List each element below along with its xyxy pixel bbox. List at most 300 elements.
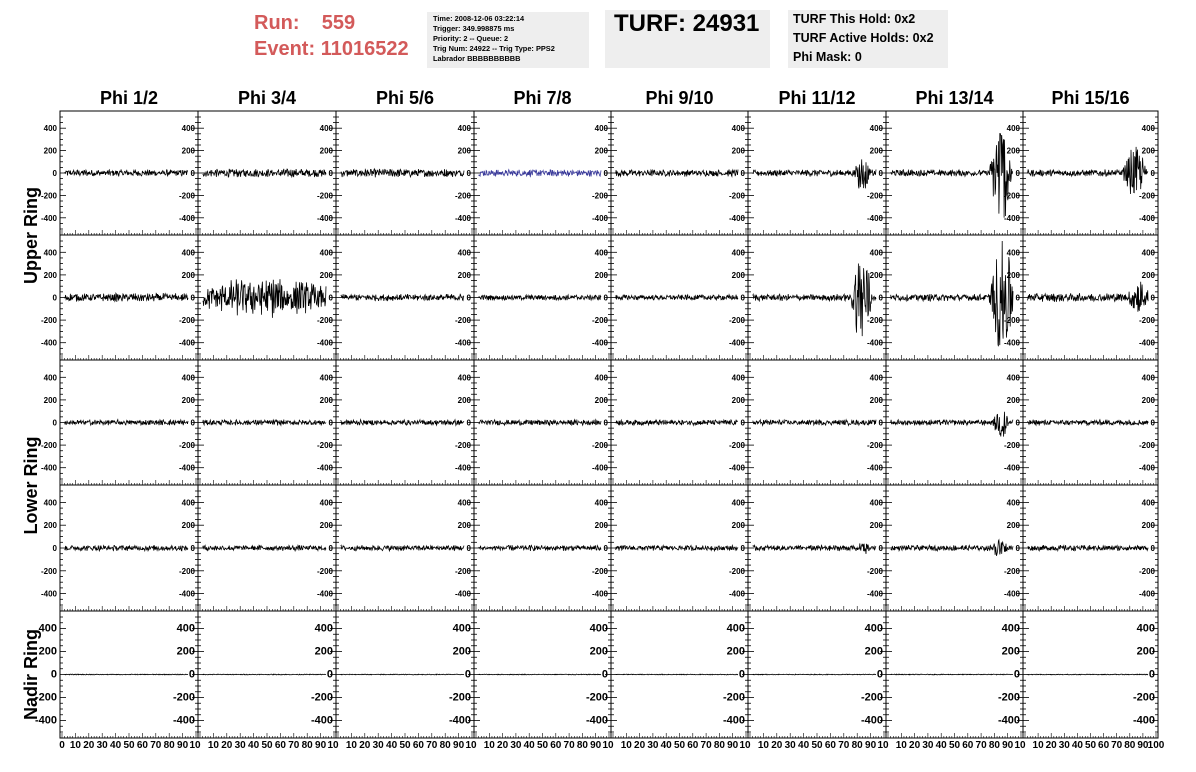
column-header: Phi 15/16 bbox=[1051, 88, 1130, 108]
x-tick-label: 40 bbox=[110, 740, 122, 751]
y-tick-label: 0 bbox=[52, 169, 57, 178]
y-tick-label: 0 bbox=[878, 418, 883, 428]
x-tick-label: 10 bbox=[69, 740, 81, 751]
x-tick-label: 60 bbox=[962, 740, 974, 751]
y-tick-label: 400 bbox=[43, 124, 57, 134]
turf-label: TURF: 24931 bbox=[614, 10, 760, 37]
x-tick-label: 20 bbox=[1045, 740, 1057, 751]
ring-label: Upper Ring bbox=[21, 187, 41, 284]
y-tick-label: 400 bbox=[176, 622, 195, 635]
y-tick-label: 400 bbox=[1006, 124, 1020, 134]
y-tick-label: 0 bbox=[328, 418, 333, 428]
x-tick-label: 60 bbox=[550, 740, 562, 751]
x-tick-label: 80 bbox=[988, 740, 1000, 751]
y-tick-label: -400 bbox=[1003, 338, 1020, 348]
turf-active-holds: TURF Active Holds: 0x2 bbox=[793, 31, 934, 45]
y-tick-label: 200 bbox=[457, 521, 471, 531]
y-tick-label: 400 bbox=[869, 373, 883, 383]
y-tick-label: 400 bbox=[864, 622, 883, 635]
x-tick-label: 40 bbox=[935, 740, 947, 751]
y-tick-label: 0 bbox=[328, 293, 333, 303]
y-tick-label: -400 bbox=[866, 213, 883, 223]
y-tick-label: -200 bbox=[454, 316, 471, 326]
y-tick-label: 400 bbox=[1141, 498, 1155, 508]
y-tick-label: 200 bbox=[731, 521, 745, 531]
y-tick-label: 0 bbox=[190, 418, 195, 428]
y-tick-label: 400 bbox=[1001, 622, 1020, 635]
y-tick-label: -200 bbox=[585, 691, 608, 704]
x-tick-label: 30 bbox=[647, 740, 659, 751]
y-tick-label: 200 bbox=[1141, 521, 1155, 531]
column-header: Phi 9/10 bbox=[645, 88, 714, 108]
y-tick-label: 400 bbox=[43, 498, 57, 508]
column-header: Phi 3/4 bbox=[237, 88, 297, 108]
y-tick-label: -400 bbox=[316, 213, 333, 223]
y-tick-label: -200 bbox=[1138, 316, 1155, 326]
x-tick-label: 70 bbox=[288, 740, 300, 751]
column-header: Phi 13/14 bbox=[915, 88, 994, 108]
y-tick-label: -400 bbox=[1138, 463, 1155, 473]
x-tick-label: 70 bbox=[700, 740, 712, 751]
y-tick-label: 200 bbox=[869, 146, 883, 156]
y-tick-label: 400 bbox=[1136, 622, 1155, 635]
y-tick-label: 200 bbox=[869, 521, 883, 531]
x-tick-label: 70 bbox=[1111, 740, 1123, 751]
y-tick-label: -200 bbox=[1138, 191, 1155, 201]
x-tick-label: 80 bbox=[1124, 740, 1136, 751]
x-tick-label: 10 bbox=[895, 740, 907, 751]
x-tick-label: 60 bbox=[136, 740, 148, 751]
x-tick-label: 10 bbox=[1014, 740, 1026, 751]
y-tick-label: -200 bbox=[448, 691, 471, 704]
x-tick-label: 10 bbox=[207, 740, 219, 751]
y-tick-label: 0 bbox=[52, 418, 57, 428]
y-tick-label: 0 bbox=[1148, 668, 1155, 681]
y-tick-label: -400 bbox=[316, 463, 333, 473]
y-tick-label: 0 bbox=[326, 668, 333, 681]
y-tick-label: -200 bbox=[178, 566, 195, 576]
x-tick-label: 80 bbox=[713, 740, 725, 751]
x-tick-label: 30 bbox=[234, 740, 246, 751]
y-tick-label: 200 bbox=[181, 521, 195, 531]
x-tick-label: 50 bbox=[673, 740, 686, 751]
y-tick-label: 200 bbox=[594, 270, 608, 280]
x-tick-label: 60 bbox=[687, 740, 699, 751]
y-tick-label: -200 bbox=[722, 691, 745, 704]
y-tick-label: 200 bbox=[726, 645, 745, 658]
y-tick-label: -400 bbox=[728, 213, 745, 223]
x-tick-label: 70 bbox=[838, 740, 850, 751]
y-tick-label: 400 bbox=[731, 124, 745, 134]
y-tick-label: 400 bbox=[319, 124, 333, 134]
y-tick-label: -200 bbox=[178, 316, 195, 326]
y-tick-label: 200 bbox=[181, 395, 195, 405]
x-tick-label: 30 bbox=[510, 740, 522, 751]
y-tick-label: 400 bbox=[1006, 248, 1020, 258]
y-tick-label: 0 bbox=[878, 169, 883, 178]
y-tick-label: 200 bbox=[457, 270, 471, 280]
y-tick-label: 0 bbox=[466, 293, 471, 303]
y-tick-label: -400 bbox=[1132, 714, 1155, 727]
y-tick-label: 0 bbox=[1013, 668, 1020, 681]
x-tick-label: 100 bbox=[1147, 740, 1165, 751]
y-tick-label: 0 bbox=[1150, 418, 1155, 428]
x-tick-label: 20 bbox=[359, 740, 371, 751]
x-tick-label: 70 bbox=[975, 740, 987, 751]
y-tick-label: 0 bbox=[188, 668, 195, 681]
x-tick-label: 70 bbox=[150, 740, 162, 751]
x-tick-label: 60 bbox=[824, 740, 836, 751]
x-tick-label: 10 bbox=[345, 740, 357, 751]
y-tick-label: -200 bbox=[454, 566, 471, 576]
y-tick-label: -200 bbox=[866, 566, 883, 576]
y-tick-label: -200 bbox=[316, 191, 333, 201]
y-tick-label: 0 bbox=[878, 293, 883, 303]
x-tick-label: 10 bbox=[620, 740, 632, 751]
y-tick-label: 200 bbox=[176, 645, 195, 658]
y-tick-label: 200 bbox=[43, 521, 57, 531]
x-tick-label: 90 bbox=[315, 740, 327, 751]
run-value: 559 bbox=[321, 12, 356, 34]
info-trignum: Trig Num: 24922 -- Trig Type: PPS2 bbox=[433, 44, 555, 53]
x-tick-label: 80 bbox=[851, 740, 863, 751]
y-tick-label: -200 bbox=[310, 691, 333, 704]
y-tick-label: 0 bbox=[466, 418, 471, 428]
y-tick-label: 0 bbox=[1150, 293, 1155, 303]
x-tick-label: 20 bbox=[771, 740, 783, 751]
y-tick-label: 400 bbox=[589, 622, 608, 635]
y-tick-label: 0 bbox=[1015, 293, 1020, 303]
y-tick-label: 200 bbox=[1006, 521, 1020, 531]
x-tick-label: 40 bbox=[523, 740, 535, 751]
y-tick-label: -200 bbox=[728, 441, 745, 451]
phi-mask: Phi Mask: 0 bbox=[793, 50, 862, 64]
y-tick-label: 0 bbox=[1015, 418, 1020, 428]
y-tick-label: 200 bbox=[319, 395, 333, 405]
y-tick-label: 400 bbox=[457, 373, 471, 383]
y-tick-label: -200 bbox=[316, 316, 333, 326]
y-tick-label: 200 bbox=[457, 146, 471, 156]
x-tick-label: 90 bbox=[727, 740, 739, 751]
x-tick-label: 90 bbox=[453, 740, 465, 751]
y-tick-label: -200 bbox=[728, 316, 745, 326]
x-tick-label: 20 bbox=[83, 740, 95, 751]
y-tick-label: -400 bbox=[860, 714, 883, 727]
y-tick-label: -400 bbox=[178, 338, 195, 348]
y-tick-label: 200 bbox=[319, 521, 333, 531]
y-tick-label: 200 bbox=[731, 146, 745, 156]
y-tick-label: -400 bbox=[454, 338, 471, 348]
y-tick-label: -200 bbox=[316, 441, 333, 451]
column-header: Phi 1/2 bbox=[99, 88, 159, 108]
y-tick-label: 400 bbox=[869, 498, 883, 508]
y-tick-label: 200 bbox=[1141, 270, 1155, 280]
ring-label: Nadir Ring bbox=[21, 628, 41, 721]
y-tick-label: 400 bbox=[457, 124, 471, 134]
turf-this-hold: TURF This Hold: 0x2 bbox=[793, 12, 916, 26]
y-tick-label: 200 bbox=[1006, 270, 1020, 280]
y-tick-label: 400 bbox=[869, 248, 883, 258]
y-tick-label: 200 bbox=[869, 270, 883, 280]
y-tick-label: 400 bbox=[594, 124, 608, 134]
y-tick-label: -400 bbox=[591, 338, 608, 348]
y-tick-label: -200 bbox=[866, 441, 883, 451]
y-tick-label: -200 bbox=[40, 566, 57, 576]
x-tick-label: 10 bbox=[602, 740, 614, 751]
y-tick-label: 400 bbox=[731, 373, 745, 383]
column-header: Phi 7/8 bbox=[513, 88, 572, 108]
y-tick-label: -200 bbox=[1138, 566, 1155, 576]
y-tick-label: 0 bbox=[52, 544, 57, 553]
y-tick-label: -400 bbox=[728, 463, 745, 473]
y-tick-label: -400 bbox=[866, 338, 883, 348]
y-tick-label: -400 bbox=[591, 589, 608, 599]
y-tick-label: -200 bbox=[591, 566, 608, 576]
y-tick-label: -400 bbox=[728, 338, 745, 348]
y-tick-label: 200 bbox=[1141, 146, 1155, 156]
y-tick-label: 0 bbox=[603, 418, 608, 428]
y-tick-label: 0 bbox=[603, 169, 608, 178]
y-tick-label: -400 bbox=[454, 589, 471, 599]
y-tick-label: 0 bbox=[738, 668, 745, 681]
y-tick-label: 200 bbox=[594, 146, 608, 156]
event-value: 11016522 bbox=[320, 38, 409, 60]
y-tick-label: 400 bbox=[1141, 248, 1155, 258]
y-tick-label: 0 bbox=[878, 544, 883, 553]
y-tick-label: -200 bbox=[591, 191, 608, 201]
y-tick-label: 0 bbox=[50, 668, 57, 681]
y-tick-label: 0 bbox=[876, 668, 883, 681]
x-tick-label: 80 bbox=[576, 740, 588, 751]
y-tick-label: -400 bbox=[997, 714, 1020, 727]
y-tick-label: 400 bbox=[38, 622, 57, 635]
y-tick-label: 400 bbox=[452, 622, 471, 635]
y-tick-label: 200 bbox=[43, 395, 57, 405]
y-tick-label: 0 bbox=[52, 293, 57, 303]
y-tick-label: 200 bbox=[43, 146, 57, 156]
y-tick-label: 0 bbox=[603, 544, 608, 553]
y-tick-label: -200 bbox=[178, 191, 195, 201]
y-tick-label: -400 bbox=[1138, 338, 1155, 348]
y-tick-label: 0 bbox=[1150, 169, 1155, 178]
x-tick-label: 80 bbox=[439, 740, 451, 751]
y-tick-label: -400 bbox=[310, 714, 333, 727]
info-priority: Priority: 2 -- Queue: 2 bbox=[433, 34, 509, 43]
y-tick-label: -200 bbox=[316, 566, 333, 576]
y-tick-label: 400 bbox=[726, 622, 745, 635]
y-tick-label: -200 bbox=[728, 566, 745, 576]
y-tick-label: 200 bbox=[314, 645, 333, 658]
x-tick-label: 80 bbox=[301, 740, 313, 751]
x-tick-label: 50 bbox=[811, 740, 823, 751]
y-tick-label: -400 bbox=[591, 213, 608, 223]
y-tick-label: -400 bbox=[454, 463, 471, 473]
x-tick-label: 50 bbox=[261, 740, 273, 751]
y-tick-label: 400 bbox=[731, 498, 745, 508]
y-tick-label: -200 bbox=[1003, 191, 1020, 201]
y-tick-label: 200 bbox=[1006, 395, 1020, 405]
y-tick-label: -200 bbox=[1003, 316, 1020, 326]
y-tick-label: 200 bbox=[38, 645, 57, 658]
y-tick-label: -200 bbox=[866, 191, 883, 201]
y-tick-label: 400 bbox=[43, 373, 57, 383]
y-tick-label: 0 bbox=[328, 544, 333, 553]
x-tick-label: 10 bbox=[327, 740, 339, 751]
y-tick-label: -400 bbox=[178, 589, 195, 599]
y-tick-label: -400 bbox=[172, 714, 195, 727]
x-tick-label: 30 bbox=[1058, 740, 1070, 751]
y-tick-label: -200 bbox=[34, 691, 57, 704]
y-tick-label: 200 bbox=[1001, 645, 1020, 658]
y-tick-label: 0 bbox=[1150, 544, 1155, 553]
waveform-trace bbox=[891, 674, 1013, 675]
info-time: Time: 2008-12-06 03:22:14 bbox=[433, 14, 525, 23]
x-tick-label: 10 bbox=[465, 740, 477, 751]
y-tick-label: 0 bbox=[190, 544, 195, 553]
y-tick-label: 400 bbox=[1006, 498, 1020, 508]
x-tick-label: 10 bbox=[483, 740, 495, 751]
info-trigger: Trigger: 349.998875 ms bbox=[433, 24, 515, 33]
y-tick-label: 400 bbox=[594, 373, 608, 383]
y-tick-label: 200 bbox=[452, 645, 471, 658]
y-tick-label: -400 bbox=[178, 463, 195, 473]
x-tick-label: 60 bbox=[274, 740, 286, 751]
x-tick-label: 30 bbox=[922, 740, 934, 751]
x-tick-label: 50 bbox=[948, 740, 961, 751]
waveform-trace bbox=[753, 674, 876, 675]
x-tick-label: 30 bbox=[784, 740, 796, 751]
x-tick-label: 40 bbox=[248, 740, 260, 751]
y-tick-label: 400 bbox=[181, 248, 195, 258]
y-tick-label: -400 bbox=[1003, 213, 1020, 223]
y-tick-label: 0 bbox=[466, 169, 471, 178]
x-tick-label: 50 bbox=[123, 740, 135, 751]
y-tick-label: -400 bbox=[454, 213, 471, 223]
y-tick-label: 200 bbox=[181, 270, 195, 280]
y-tick-label: 200 bbox=[319, 146, 333, 156]
y-tick-label: 200 bbox=[869, 395, 883, 405]
y-tick-label: -400 bbox=[34, 714, 57, 727]
y-tick-label: -400 bbox=[316, 338, 333, 348]
y-tick-label: 400 bbox=[731, 248, 745, 258]
y-tick-label: -200 bbox=[40, 441, 57, 451]
y-tick-label: 200 bbox=[457, 395, 471, 405]
y-tick-label: 400 bbox=[869, 124, 883, 134]
y-tick-label: 200 bbox=[43, 270, 57, 280]
y-tick-label: 200 bbox=[1136, 645, 1155, 658]
y-tick-label: 0 bbox=[1015, 169, 1020, 178]
x-tick-label: 20 bbox=[221, 740, 233, 751]
x-tick-label: 50 bbox=[1084, 740, 1097, 751]
y-tick-label: -400 bbox=[866, 589, 883, 599]
y-tick-label: -400 bbox=[40, 589, 57, 599]
x-tick-label: 60 bbox=[1098, 740, 1110, 751]
y-tick-label: 0 bbox=[190, 293, 195, 303]
x-tick-label: 0 bbox=[59, 740, 65, 751]
x-tick-label: 30 bbox=[372, 740, 384, 751]
x-tick-label: 90 bbox=[1002, 740, 1014, 751]
waveform-trace bbox=[479, 674, 601, 675]
y-tick-label: 400 bbox=[319, 498, 333, 508]
y-tick-label: -400 bbox=[1138, 589, 1155, 599]
y-tick-label: -200 bbox=[172, 691, 195, 704]
panel-frame bbox=[198, 485, 336, 611]
y-tick-label: 200 bbox=[1141, 395, 1155, 405]
y-tick-label: -400 bbox=[178, 213, 195, 223]
y-tick-label: 200 bbox=[181, 146, 195, 156]
x-tick-label: 20 bbox=[634, 740, 646, 751]
y-tick-label: 400 bbox=[314, 622, 333, 635]
y-tick-label: -200 bbox=[591, 316, 608, 326]
y-tick-label: -200 bbox=[454, 191, 471, 201]
y-tick-label: -200 bbox=[591, 441, 608, 451]
y-tick-label: 0 bbox=[740, 293, 745, 303]
x-tick-label: 90 bbox=[865, 740, 877, 751]
ring-label: Lower Ring bbox=[21, 436, 41, 535]
y-tick-label: 200 bbox=[589, 645, 608, 658]
y-tick-label: -200 bbox=[1003, 441, 1020, 451]
y-tick-label: -200 bbox=[997, 691, 1020, 704]
y-tick-label: 0 bbox=[328, 169, 333, 178]
x-tick-label: 40 bbox=[798, 740, 810, 751]
y-tick-label: -200 bbox=[728, 191, 745, 201]
y-tick-label: 400 bbox=[319, 373, 333, 383]
x-tick-label: 60 bbox=[412, 740, 424, 751]
y-tick-label: -200 bbox=[1132, 691, 1155, 704]
x-tick-label: 40 bbox=[660, 740, 672, 751]
y-tick-label: -400 bbox=[591, 463, 608, 473]
y-tick-label: -400 bbox=[40, 338, 57, 348]
y-tick-label: -200 bbox=[178, 441, 195, 451]
x-tick-label: 10 bbox=[739, 740, 751, 751]
y-tick-label: -400 bbox=[866, 463, 883, 473]
y-tick-label: -200 bbox=[1138, 441, 1155, 451]
y-tick-label: -200 bbox=[860, 691, 883, 704]
y-tick-label: -400 bbox=[448, 714, 471, 727]
y-tick-label: -400 bbox=[316, 589, 333, 599]
y-tick-label: 0 bbox=[601, 668, 608, 681]
y-tick-label: 200 bbox=[594, 395, 608, 405]
y-tick-label: 400 bbox=[1141, 373, 1155, 383]
x-tick-label: 20 bbox=[497, 740, 509, 751]
y-tick-label: 400 bbox=[319, 248, 333, 258]
x-tick-label: 10 bbox=[877, 740, 889, 751]
y-tick-label: 400 bbox=[43, 248, 57, 258]
x-tick-label: 10 bbox=[1032, 740, 1044, 751]
waveform-trace bbox=[616, 674, 738, 675]
run-label: Run: bbox=[254, 12, 300, 34]
y-tick-label: 0 bbox=[740, 418, 745, 428]
y-tick-label: 200 bbox=[731, 395, 745, 405]
y-tick-label: 0 bbox=[190, 169, 195, 178]
x-tick-label: 90 bbox=[590, 740, 602, 751]
y-tick-label: -200 bbox=[40, 191, 57, 201]
y-tick-label: 400 bbox=[181, 124, 195, 134]
x-tick-label: 30 bbox=[96, 740, 108, 751]
y-tick-label: -200 bbox=[866, 316, 883, 326]
y-tick-label: 200 bbox=[864, 645, 883, 658]
y-tick-label: 400 bbox=[457, 498, 471, 508]
y-tick-label: 200 bbox=[594, 521, 608, 531]
y-tick-label: -400 bbox=[728, 589, 745, 599]
y-tick-label: 0 bbox=[603, 293, 608, 303]
x-tick-label: 10 bbox=[757, 740, 769, 751]
y-tick-label: 400 bbox=[181, 373, 195, 383]
y-tick-label: -200 bbox=[1003, 566, 1020, 576]
y-tick-label: -200 bbox=[40, 316, 57, 326]
y-tick-label: 400 bbox=[1141, 124, 1155, 134]
y-tick-label: -400 bbox=[1003, 589, 1020, 599]
